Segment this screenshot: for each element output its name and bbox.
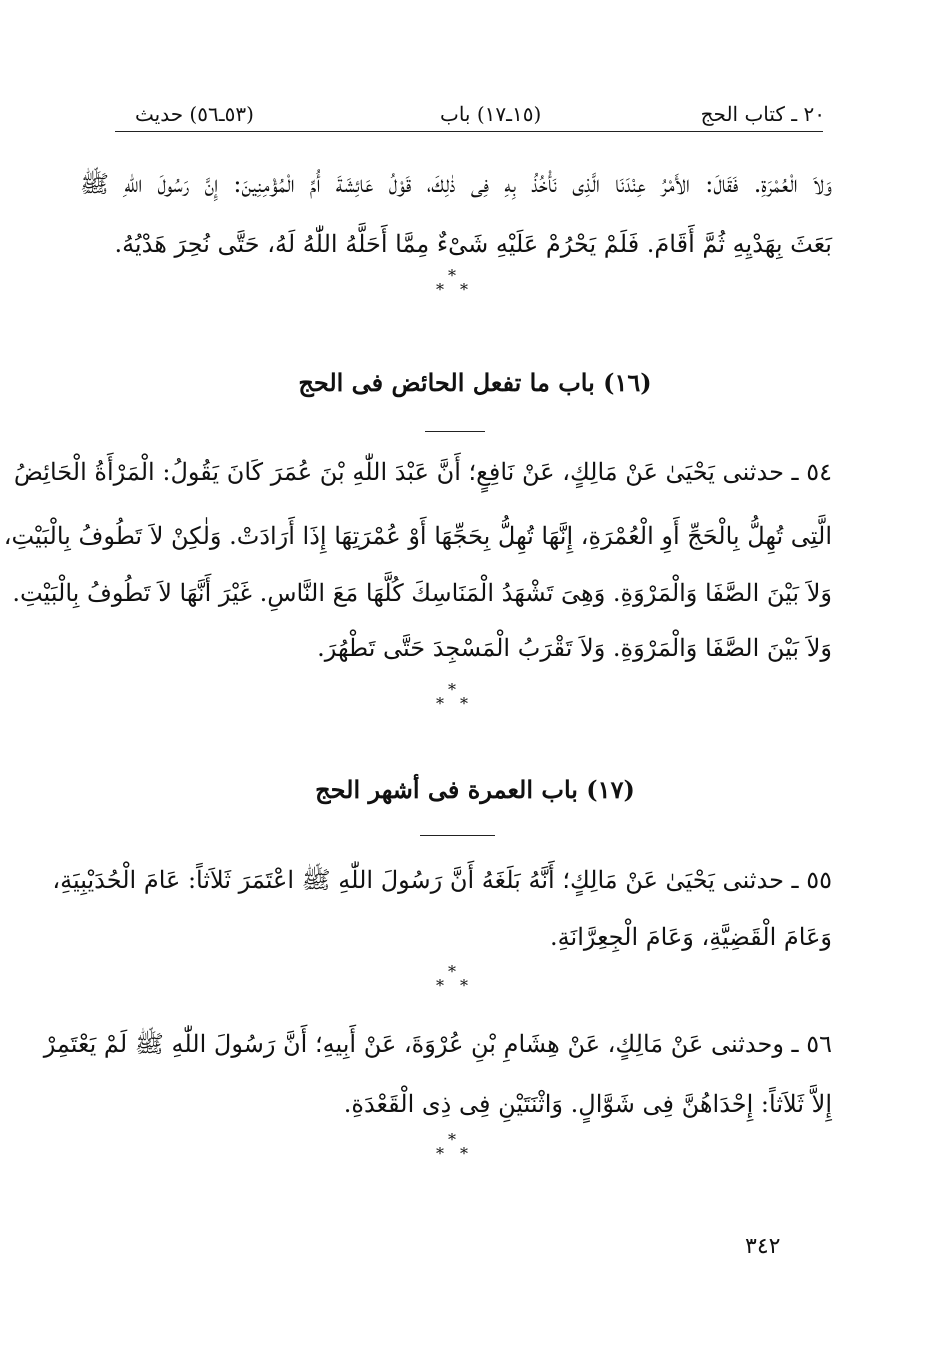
header-book-title: ٢٠ ـ كتاب الحج: [700, 102, 825, 126]
hadith-56-line-1: ٥٦ ـ وحدثنى عَنْ مَالِكٍ، عَنْ هِشَامِ بْنِ عُرْوَةَ، عَنْ أَبِيهِ؛ أَنَّ رَسُولَ اللّٰهِ ﷺ لَمْ يَعْتَمِرْ: [43, 1030, 832, 1058]
hadith-55-line-2: وَعَامَ الْقَضِيَّةِ، وَعَامَ الْجِعِرَّانَةِ.: [550, 923, 832, 951]
hadith-54-line-4: وَلاَ بَيْنَ الصَّفَا وَالْمَرْوَةِ. وَلاَ تَقْرَبُ الْمَسْجِدَ حَتَّى تَطْهُرَ.: [317, 634, 832, 662]
hadith-54-line-1: ٥٤ ـ حدثنى يَحْيَىٰ عَنْ مَالِكٍ، عَنْ نَافِعٍ؛ أَنَّ عَبْدَ اللّٰهِ بْنَ عُمَرَ كَانَ يَقُولُ: الْمَرْأَةُ الْحَائِضُ: [13, 458, 832, 486]
header-rule: [115, 131, 823, 132]
top-line-1: وَلاَ الْعُمْرَةِ. فَقَالَ: الأَمْرُ عِنْدَنَا الَّذِى نَأْخُذُ بِهِ فِى ذٰلِكَ، قَوْلُ عَائِشَةَ أُمِّ الْمُؤْمِنِينَ: إِنَّ رَسُولَ اللّٰهِ ﷺ: [80, 170, 832, 198]
hadith-55-line-1: ٥٥ ـ حدثنى يَحْيَىٰ عَنْ مَالِكٍ؛ أَنَّهُ بَلَغَهُ أَنَّ رَسُولَ اللّٰهِ ﷺ اعْتَمَرَ ثَلاَثاً: عَامَ الْحُدَيْبِيَةِ،: [52, 866, 832, 894]
chapter-heading-16: (١٦) باب ما تفعل الحائض فى الحج: [298, 368, 652, 397]
ornament-stars: * * *: [436, 680, 468, 713]
hadith-54-line-3: وَلاَ بَيْنَ الصَّفَا وَالْمَرْوَةِ. وَهِىَ تَشْهَدُ الْمَنَاسِكَ كُلَّهَا مَعَ النَّاسِ. غَيْرَ أَنَّهَا لاَ تَطُوفُ بِالْبَيْتِ.: [12, 579, 832, 607]
hadith-56-line-2: إِلاَّ ثَلاَثاً: إِحْدَاهُنَّ فِى شَوَّالٍ. وَاثْنَتَيْنِ فِى ذِى الْقَعْدَةِ.: [343, 1090, 832, 1118]
hadith-54-line-2: الَّتِى تُهِلُّ بِالْحَجِّ أَوِ الْعُمْرَةِ، إِنَّهَا تُهِلُّ بِحَجِّهَا أَوْ عُمْرَتِهَا إِذَا أَرَادَتْ. وَلٰكِنْ لاَ تَطُوفُ بِالْبَيْتِ،: [3, 522, 832, 550]
heading-underline: [420, 835, 495, 836]
header-hadith-range: (٥٣ـ٥٦) حديث: [135, 102, 254, 126]
running-header: [125, 100, 825, 130]
ornament-stars: * * *: [436, 1130, 468, 1163]
chapter-heading-17: (١٧) باب العمرة فى أشهر الحج: [315, 775, 635, 804]
ornament-stars: * * *: [436, 962, 468, 995]
ornament-stars: * * *: [436, 266, 468, 299]
page-number: ٣٤٢: [745, 1234, 781, 1259]
header-chapter-range: (١٥ـ١٧) باب: [440, 102, 542, 126]
top-line-2: بَعَثَ بِهَدْيِهِ ثُمَّ أَقَامَ. فَلَمْ يَحْرُمْ عَلَيْهِ شَىْءٌ مِمَّا أَحَلَّهُ اللّٰهُ لَهُ، حَتَّى نُحِرَ هَدْيُهُ.: [114, 230, 832, 258]
heading-underline: [425, 431, 485, 432]
